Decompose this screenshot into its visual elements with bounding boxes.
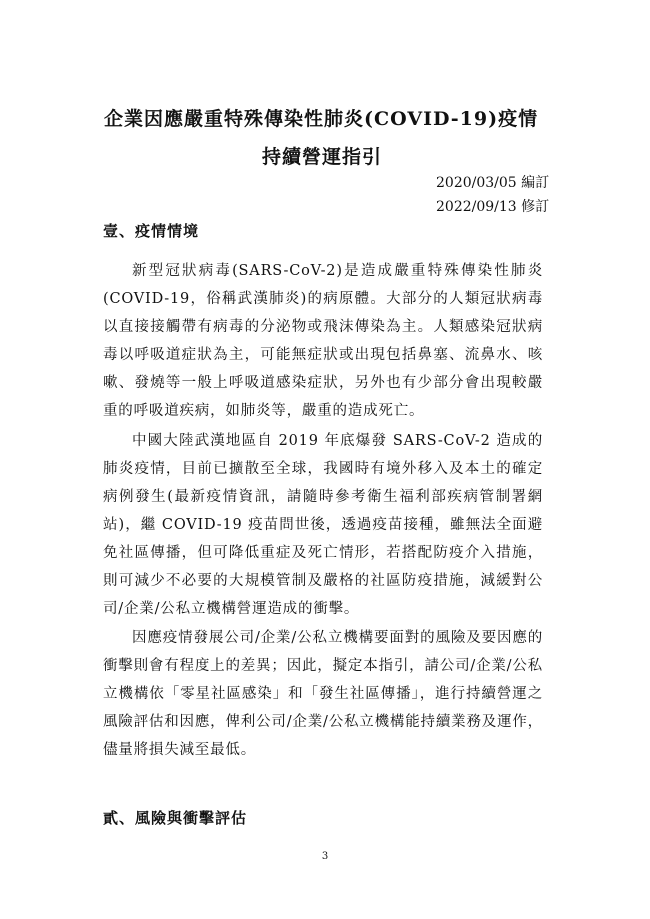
section-heading-situation: 壹、疫情情境	[103, 222, 200, 240]
document-title-line2: 持續營運指引	[262, 146, 383, 168]
date-revised: 2022/09/13 修訂	[436, 199, 550, 215]
paragraph-3: 因應疫情發展公司/企業/公私立機構要面對的風險及要因應的衝擊則會有程度上的差異；因此，擬定本指引，請公司/企業/公私立機構依「零星社區感染」和「發生社區傳播」，進行持續營運之風險評估和因應，俾利公司/企業/公私立機構能持續業務及運作，儘量將損失減至最低。	[103, 630, 543, 758]
document-title-line1: 企業因應嚴重特殊傳染性肺炎(COVID-19)疫情	[104, 108, 539, 130]
paragraph-2: 中國大陸武漢地區自 2019 年底爆發 SARS-CoV-2 造成的肺炎疫情，目前已擴散至全球，我國時有境外移入及本土的確定病例發生(最新疫情資訊，請隨時參考衛生福利部疾病管制署網站)，繼 COVID-19 疫苗問世後，透過疫苗接種，雖無法全面避免社區傳播，但可降低重症及死亡情形，若搭配防疫介入措施，則可減少不必要的大規模管制及嚴格的社區防疫措施，減緩對公司/企業/公私立機構營運造成的衝擊。	[103, 433, 543, 617]
page-number: 3	[321, 851, 329, 862]
section-heading-risk-assessment: 貳、風險與衝擊評估	[103, 809, 248, 827]
date-compiled: 2020/03/05 編訂	[436, 175, 550, 191]
paragraph-1: 新型冠狀病毒(SARS-CoV-2)是造成嚴重特殊傳染性肺炎(COVID-19，俗稱武漢肺炎)的病原體。大部分的人類冠狀病毒以直接接觸帶有病毒的分泌物或飛沫傳染為主。人類感染冠狀病毒以呼吸道症狀為主，可能無症狀或出現包括鼻塞、流鼻水、咳嗽、發燒等一般上呼吸道感染症狀，另外也有少部分會出現較嚴重的呼吸道疾病，如肺炎等，嚴重的造成死亡。	[103, 263, 543, 419]
